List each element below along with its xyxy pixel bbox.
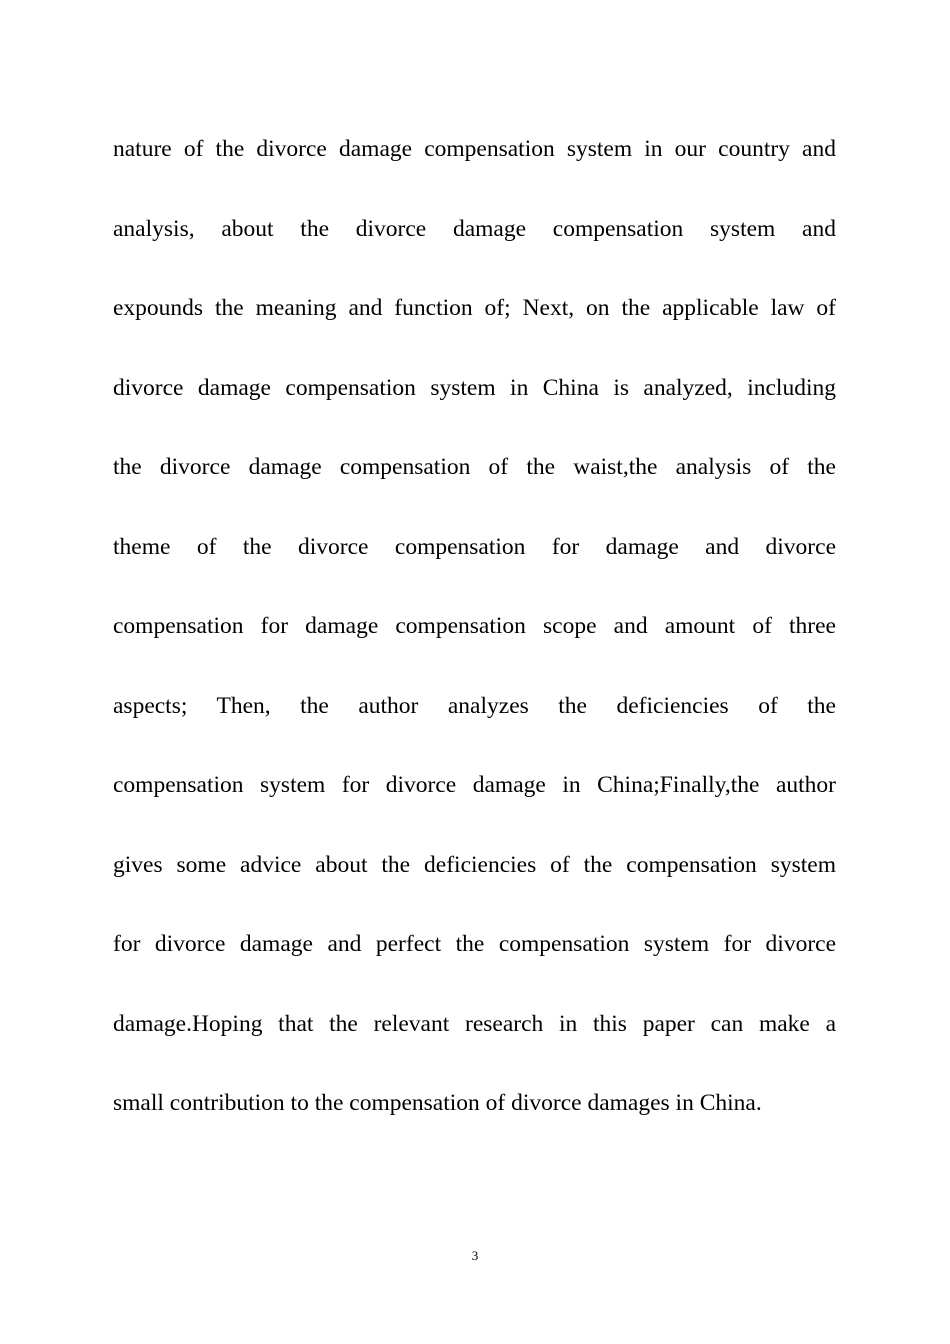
page-number: 3 xyxy=(471,1248,479,1263)
text-line: nature of the divorce damage compensation system in our country and xyxy=(113,136,836,162)
text-line: analysis, about the divorce damage compensation system and xyxy=(113,215,836,242)
text-line: theme of the divorce compensation for damage and divorce xyxy=(113,533,836,560)
text-line: the divorce damage compensation of the waist,the analysis of the xyxy=(113,454,836,480)
abstract-paragraph xyxy=(113,122,836,1156)
text-line: aspects; Then, the author analyzes the deficiencies of the xyxy=(113,692,836,719)
text-line: expounds the meaning and function of; Next, on the applicable law of xyxy=(113,295,836,321)
text-line: compensation for damage compensation scope and amount of three xyxy=(113,613,836,639)
text-line: for divorce damage and perfect the compensation system for divorce xyxy=(113,931,836,957)
text-line: damage.Hoping that the relevant research in this paper can make a xyxy=(113,1010,836,1037)
text-line: gives some advice about the deficiencies of the compensation system xyxy=(113,851,836,878)
text-line-last: small contribution to the compensation of divorce damages in China. xyxy=(113,1090,762,1116)
text-line: compensation system for divorce damage in China;Finally,the author xyxy=(113,772,836,798)
text-line: divorce damage compensation system in China is analyzed, including xyxy=(113,374,836,401)
